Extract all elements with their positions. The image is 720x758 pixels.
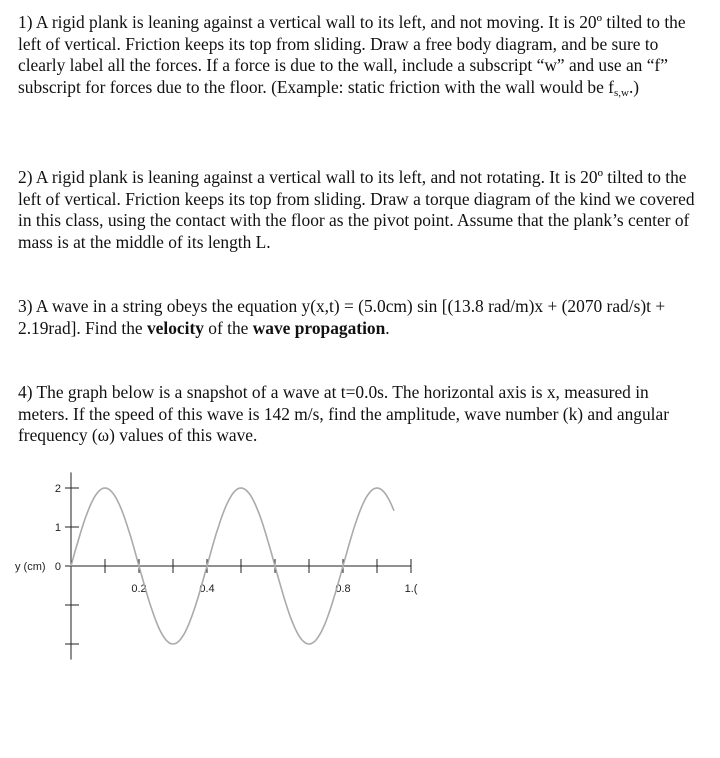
- question-3: [18, 296, 698, 339]
- question-4: [18, 382, 698, 447]
- question-2: [18, 167, 698, 253]
- bold-wave-propagation: wave propagation: [252, 317, 386, 338]
- y-tick-label: 1: [54, 522, 61, 534]
- question-3-text: 3) A wave in a string obeys the equation y(x,t) = (5.0cm) sin [(13.8 rad/m)x + (2070 rad/s)t + 2.19rad]. Find the velocity of the wave propagation.: [18, 296, 666, 338]
- graph-labels: [55, 483, 418, 595]
- x-tick-label-partial: 1.(: [404, 583, 418, 595]
- y-axis-label: y (cm): [15, 561, 46, 573]
- x-tick-label: 0.2: [131, 583, 147, 595]
- y-tick-label: 2: [54, 483, 61, 495]
- question-1-text: 1) A rigid plank is leaning against a vertical wall to its left, and not moving. It is 20º tilted to the left of vertical. Friction keeps its top from sliding. Draw a free body diagram, and be sure to clearly label all the forces. If a force is due to the wall, include a subscript “w” and use an “f” subscript for forces due to the floor. (Example: static friction with the wall would be $f_{s,w}$.): [18, 12, 686, 99]
- wave-graph: [0, 470, 440, 670]
- question-1: [18, 12, 698, 98]
- question-2-text: 2) A rigid plank is leaning against a vertical wall to its left, and not rotating. It is 20º tilted to the left of vertical. Friction keeps its top from sliding. Draw a torque diagram of the kind we covered in this class, using the contact with the floor as the pivot point. Assume that the plank’s center of mass is at the middle of its length L.: [18, 167, 695, 252]
- x-tick-label: 0.4: [199, 583, 215, 595]
- x-tick-label: 0.8: [335, 583, 351, 595]
- subscript-sw: s,w: [613, 86, 629, 99]
- y-tick-label: 0: [54, 561, 61, 573]
- bold-velocity: velocity: [146, 317, 204, 338]
- question-4-text: 4) The graph below is a snapshot of a wave at t=0.0s. The horizontal axis is x, measured in meters. If the speed of this wave is 142 m/s, find the amplitude, wave number (k) and angular frequency (ω) values of this wave.: [18, 382, 670, 445]
